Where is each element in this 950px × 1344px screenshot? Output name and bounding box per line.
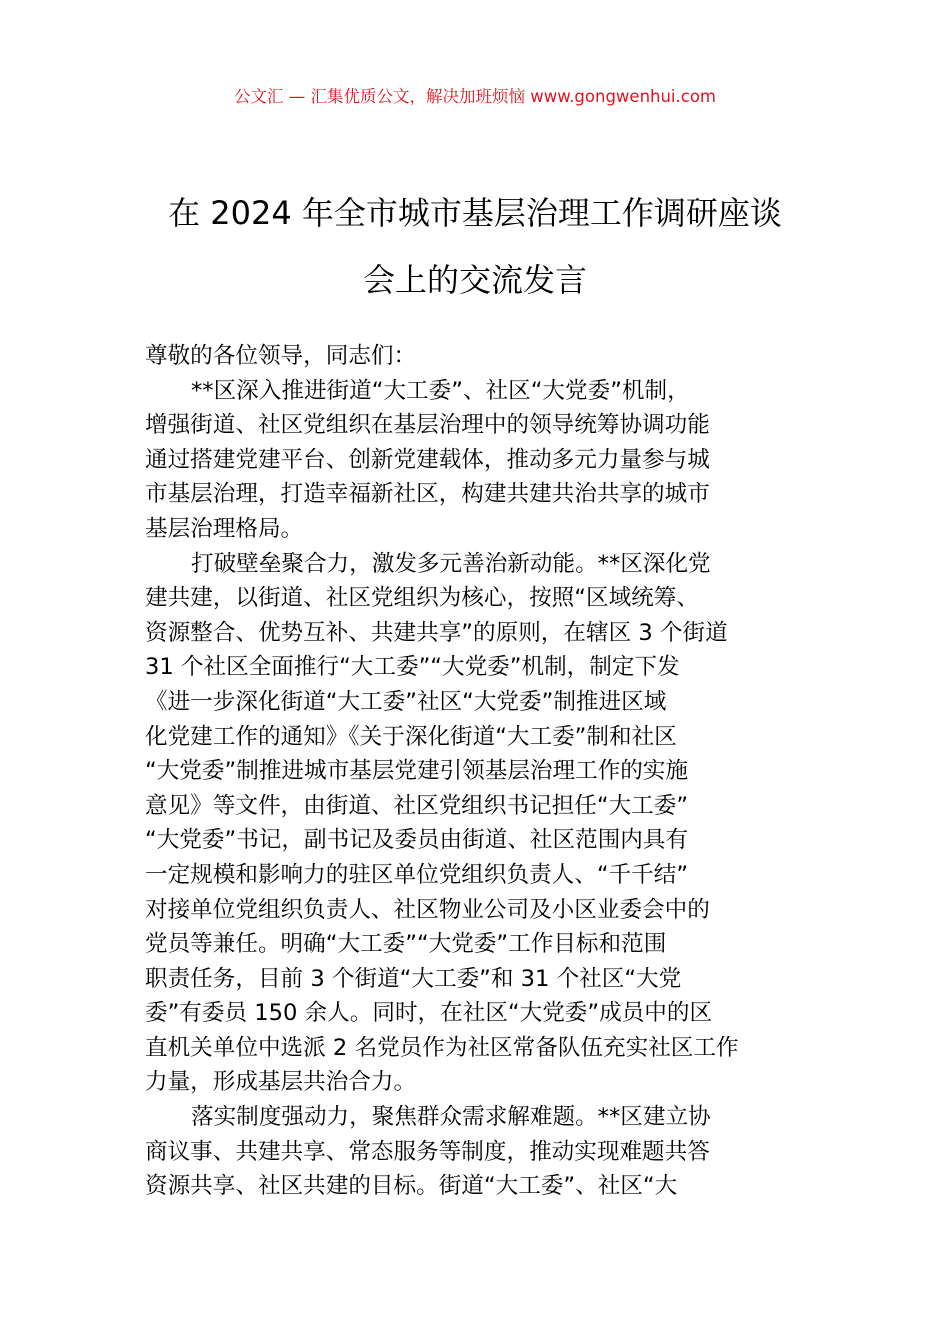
title-line-1: 在 2024 年全市城市基层治理工作调研座谈: [168, 194, 782, 232]
text-line: 直机关单位中选派 2 名党员作为社区常备队伍充实社区工作: [145, 1034, 739, 1061]
document-title: [0, 180, 950, 314]
text-line: 职责任务，目前 3 个街道“大工委”和 31 个社区“大党: [145, 965, 682, 992]
text-line: 商议事、共建共享、常态服务等制度，推动实现难题共答: [145, 1138, 710, 1165]
text-line: 意见》等文件，由街道、社区党组织书记担任“大工委”: [145, 792, 689, 819]
text-line: 市基层治理，打造幸福新社区，构建共建共治共享的城市: [145, 481, 710, 508]
header-banner: [0, 84, 950, 110]
text-line: 尊敬的各位领导，同志们：: [145, 343, 417, 369]
text-line: 通过搭建党建平台、创新党建载体，推动多元力量参与城: [145, 446, 710, 473]
document-body: [145, 339, 811, 1204]
text-line: 力量，形成基层共治合力。: [145, 1069, 417, 1096]
header-banner-text: 公文汇 — 汇集优质公文，解决加班烦恼 www.gongwenhui.com: [233, 87, 717, 106]
text-line: 增强街道、社区党组织在基层治理中的领导统筹协调功能: [145, 412, 710, 439]
text-line: “大党委”制推进城市基层党建引领基层治理工作的实施: [145, 758, 689, 785]
text-line: 资源共享、社区共建的目标。街道“大工委”、社区“大: [145, 1173, 678, 1200]
text-line: 《进一步深化街道“大工委”社区“大党委”制推进区域: [145, 688, 667, 715]
text-line: 31 个社区全面推行“大工委”“大党委”机制，制定下发: [145, 654, 680, 681]
text-line: 委”有委员 150 余人。同时，在社区“大党委”成员中的区: [145, 1000, 713, 1027]
title-line-2: 会上的交流发言: [362, 261, 587, 299]
text-line: 资源整合、优势互补、共建共享”的原则，在辖区 3 个街道: [145, 619, 728, 646]
text-line: 对接单位党组织负责人、社区物业公司及小区业委会中的: [145, 896, 710, 923]
text-line: 党员等兼任。明确“大工委”“大党委”工作目标和范围: [145, 931, 667, 958]
text-line: 建共建，以街道、社区党组织为核心，按照“区域统筹、: [145, 585, 699, 612]
paragraph-first-line: **区深入推进街道“大工委”、社区“大党委”机制，: [191, 377, 690, 404]
text-line: 基层治理格局。: [145, 515, 304, 542]
text-line: “大党委”书记，副书记及委员由街道、社区范围内具有: [145, 827, 689, 854]
text-line: 化党建工作的通知》《关于深化街道“大工委”制和社区: [145, 723, 677, 750]
paragraph-first-line: 落实制度强动力，聚焦群众需求解难题。**区建立协: [191, 1104, 711, 1131]
text-line: 一定规模和影响力的驻区单位党组织负责人、“千千结”: [145, 861, 689, 888]
paragraph-first-line: 打破壁垒聚合力，激发多元善治新动能。**区深化党: [191, 550, 711, 577]
